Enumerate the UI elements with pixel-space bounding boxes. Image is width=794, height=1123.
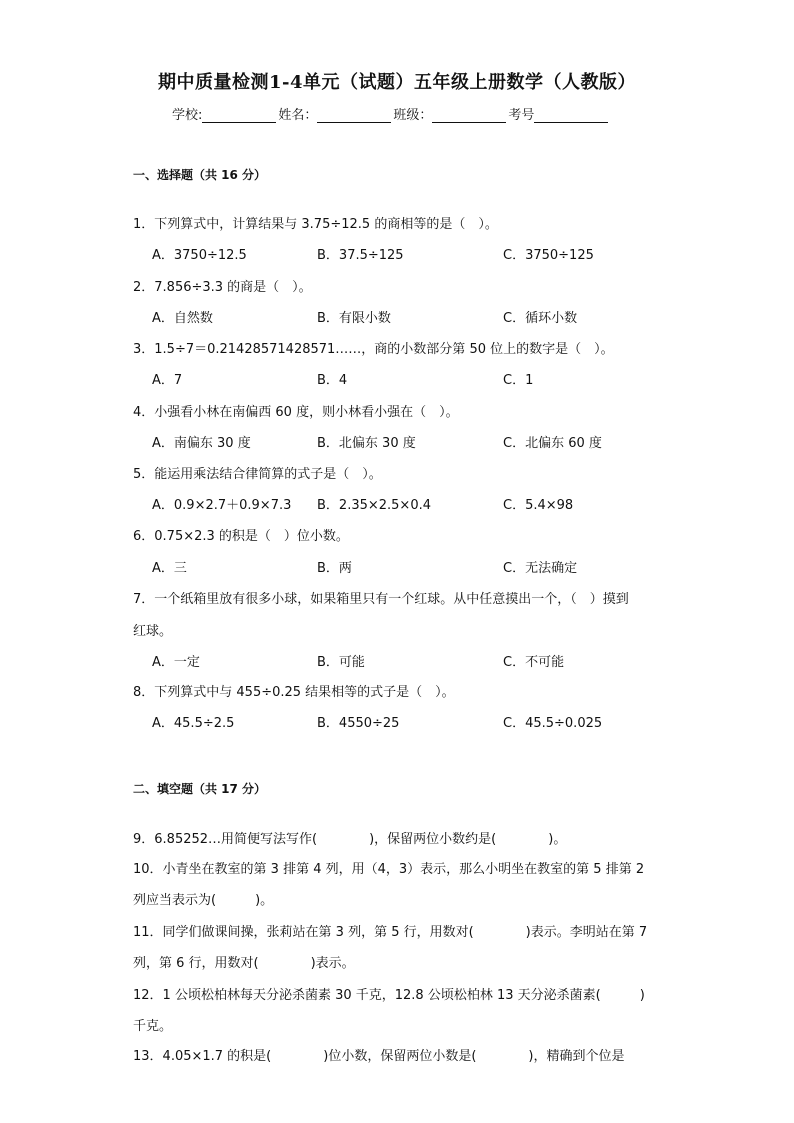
class-label: 班级： — [393, 108, 433, 123]
question-3: 3．1.5÷7＝0.21428571428571……，商的小数部分第 50 位上的数字是（ ）。 — [133, 342, 614, 357]
question-2: 2．7.856÷3.3 的商是（ ）。 — [133, 280, 312, 295]
q3-option-b: B．4 — [317, 373, 348, 388]
number-blank[interactable] — [534, 108, 608, 123]
question-7: 7．一个纸箱里放有很多小球，如果箱里只有一个红球。从中任意摸出一个，（ ）摸到 — [133, 592, 629, 607]
question-6: 6．0.75×2.3 的积是（ ）位小数。 — [133, 529, 349, 544]
q6-option-a: A．三 — [152, 561, 187, 576]
q3-option-c: C．1 — [503, 373, 534, 388]
fill-question-10-cont: 列应当表示为( )。 — [133, 893, 274, 908]
school-label: 学校: — [172, 108, 203, 123]
section-heading-choice: 一、选择题（共 16 分） — [133, 168, 267, 182]
fill-question-12-cont: 千克。 — [133, 1019, 173, 1034]
fill-question-10: 10．小青坐在教室的第 3 排第 4 列，用（4，3）表示，那么小明坐在教室的第 5 排第 2 — [133, 862, 645, 877]
q5-option-a: A．0.9×2.7＋0.9×7.3 — [152, 498, 292, 513]
question-4: 4．小强看小林在南偏西 60 度，则小林看小强在（ ）。 — [133, 405, 459, 420]
q2-option-a: A．自然数 — [152, 311, 213, 326]
q7-option-a: A．一定 — [152, 655, 200, 670]
q4-option-c: C．北偏东 60 度 — [503, 436, 602, 451]
q1-option-a: A．3750÷12.5 — [152, 248, 247, 263]
q1-option-b: B．37.5÷125 — [317, 248, 404, 263]
fill-question-13: 13．4.05×1.7 的积是( )位小数，保留两位小数是( )，精确到个位是 — [133, 1049, 625, 1064]
q3-option-a: A．7 — [152, 373, 183, 388]
student-info-row — [172, 104, 610, 123]
name-blank[interactable] — [317, 108, 391, 123]
question-1: 1．下列算式中，计算结果与 3.75÷12.5 的商相等的是（ ）。 — [133, 217, 498, 232]
q2-option-c: C．循环小数 — [503, 311, 578, 326]
q5-option-b: B．2.35×2.5×0.4 — [317, 498, 431, 513]
school-blank[interactable] — [202, 108, 276, 123]
class-blank[interactable] — [432, 108, 506, 123]
q7-option-c: C．不可能 — [503, 655, 565, 670]
q6-option-b: B．两 — [317, 561, 352, 576]
number-label: 考号 — [508, 108, 535, 123]
fill-question-11: 11．同学们做课间操，张莉站在第 3 列，第 5 行，用数对( )表示。李明站在第 7 — [133, 925, 648, 940]
q1-option-c: C．3750÷125 — [503, 248, 594, 263]
section-heading-fill: 二、填空题（共 17 分） — [133, 782, 267, 796]
q5-option-c: C．5.4×98 — [503, 498, 574, 513]
q6-option-c: C．无法确定 — [503, 561, 578, 576]
fill-question-11-cont: 列，第 6 行，用数对( )表示。 — [133, 956, 355, 971]
question-8: 8．下列算式中与 455÷0.25 结果相等的式子是（ ）。 — [133, 685, 455, 700]
q4-option-b: B．北偏东 30 度 — [317, 436, 416, 451]
name-label: 姓名： — [278, 108, 318, 123]
q8-option-c: C．45.5÷0.025 — [503, 716, 603, 731]
page-title: 期中质量检测1-4单元（试题）五年级上册数学（人教版） — [157, 72, 637, 93]
fill-question-9: 9．6.85252…用简便写法写作( )，保留两位小数约是( )。 — [133, 832, 567, 847]
q7-option-b: B．可能 — [317, 655, 365, 670]
q4-option-a: A．南偏东 30 度 — [152, 436, 251, 451]
q8-option-b: B．4550÷25 — [317, 716, 400, 731]
fill-question-12: 12．1 公顷松柏林每天分泌杀菌素 30 千克，12.8 公顷松柏林 13 天分泌杀菌素( ) — [133, 988, 645, 1003]
q8-option-a: A．45.5÷2.5 — [152, 716, 235, 731]
question-7-cont: 红球。 — [133, 624, 173, 639]
q2-option-b: B．有限小数 — [317, 311, 391, 326]
question-5: 5．能运用乘法结合律简算的式子是（ ）。 — [133, 467, 382, 482]
